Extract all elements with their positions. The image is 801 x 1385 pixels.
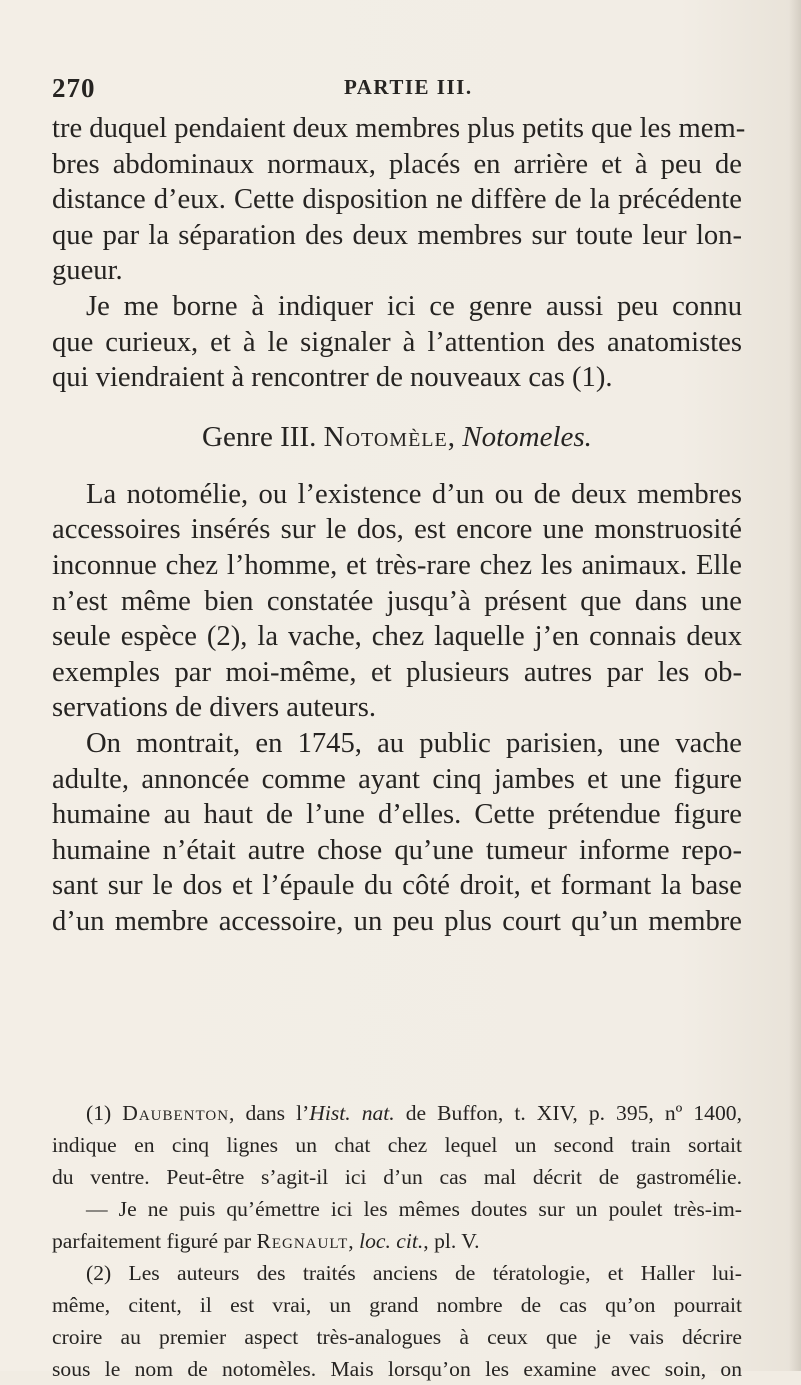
footnote-author: Regnault xyxy=(256,1229,349,1253)
footnote-text: , xyxy=(348,1229,360,1253)
heading-genre-name: Notomèle xyxy=(323,420,448,453)
heading-separator: , xyxy=(447,420,455,453)
text-line: accessoires insérés sur le dos, est encore une monstruosité xyxy=(52,514,742,546)
page-edge-shadow xyxy=(789,0,801,1371)
footnote-line xyxy=(52,1225,742,1257)
section-heading xyxy=(52,412,742,462)
footnote-line: même, citent, il est vrai, un grand nombre de cas qu’on pourrait xyxy=(52,1293,742,1317)
text-line: n’est même bien constatée jusqu’à présent que dans une xyxy=(52,585,742,617)
footnotes xyxy=(52,1097,742,1385)
text-line: On montrait, en 1745, au public parisien, une vache xyxy=(86,727,742,759)
footnote-line: (2) Les auteurs des traités anciens de tératologie, et Haller lui- xyxy=(86,1261,742,1285)
part-title: PARTIE III. xyxy=(344,75,473,99)
paragraph xyxy=(52,726,742,940)
text-line: gueur. xyxy=(52,255,123,287)
footnote-citation: loc. cit. xyxy=(359,1229,424,1253)
running-head xyxy=(52,73,742,105)
body-text xyxy=(52,111,746,939)
footnote-line: croire au premier aspect très-analogues à ceux que je vais décrire xyxy=(52,1325,742,1349)
footnote-1 xyxy=(52,1097,742,1257)
footnote-text: , pl. V. xyxy=(423,1229,480,1253)
text-line: exemples par moi-même, et plusieurs autres par les ob- xyxy=(52,656,742,688)
paragraph xyxy=(52,289,742,396)
text-line: que curieux, et à le signaler à l’attention des anatomistes xyxy=(52,326,742,358)
text-line: humaine n’était autre chose qu’une tumeur informe repo- xyxy=(52,834,742,866)
text-line: tre duquel pendaient deux membres plus petits que les mem- xyxy=(52,113,746,144)
text-line: humaine au haut de l’une d’elles. Cette prétendue figure xyxy=(52,799,742,831)
paragraph xyxy=(52,477,742,726)
footnote-author: Daubenton xyxy=(122,1101,230,1125)
heading-latin-name: Notomeles. xyxy=(462,420,592,453)
footnote-line: du ventre. Peut-être s’agit-il ici d’un cas mal décrit de gastromélie. xyxy=(52,1165,742,1189)
text-line: sant sur le dos et l’épaule du côté droit, et formant la base xyxy=(52,870,742,902)
footnote-line: — Je ne puis qu’émettre ici les mêmes doutes sur un poulet très-im- xyxy=(86,1197,742,1221)
footnote-line: indique en cinq lignes un chat chez lequel un second train sortait xyxy=(52,1133,742,1157)
text-line: Je me borne à indiquer ici ce genre aussi peu connu xyxy=(86,290,742,322)
paragraph xyxy=(52,111,746,289)
text-line: inconnue chez l’homme, et très-rare chez les animaux. Elle xyxy=(52,549,742,581)
text-line: La notomélie, ou l’existence d’un ou de deux membres xyxy=(86,478,742,510)
heading-genre-number: Genre III. xyxy=(202,420,317,453)
text-line: d’un membre accessoire, un peu plus court qu’un membre xyxy=(52,905,742,937)
text-line: seule espèce (2), la vache, chez laquelle j’en connais deux xyxy=(52,621,742,653)
page-number: 270 xyxy=(52,73,96,103)
footnote-2 xyxy=(52,1257,742,1385)
text-line: bres abdominaux normaux, placés en arrière et à peu de xyxy=(52,148,742,180)
text-line: adulte, annoncée comme ayant cinq jambes et une figure xyxy=(52,763,742,795)
footnote-text: , dans l’ xyxy=(229,1101,310,1125)
footnote-line xyxy=(52,1097,742,1129)
text-line: servations de divers auteurs. xyxy=(52,692,376,724)
text-line: distance d’eux. Cette disposition ne diffère de la précédente xyxy=(52,184,742,216)
footnote-work-title: Hist. nat. xyxy=(309,1101,395,1125)
footnote-text: de Buffon, t. XIV, p. 395, nº 1400, xyxy=(394,1101,742,1125)
text-line: qui viendraient à rencontrer de nouveaux cas (1). xyxy=(52,362,613,394)
text-line: que par la séparation des deux membres sur toute leur lon- xyxy=(52,219,742,251)
footnote-line: sous le nom de notomèles. Mais lorsqu’on les examine avec soin, on xyxy=(52,1357,742,1381)
footnote-marker: (1) xyxy=(86,1101,112,1125)
footnote-text: parfaitement figuré par xyxy=(52,1229,257,1253)
